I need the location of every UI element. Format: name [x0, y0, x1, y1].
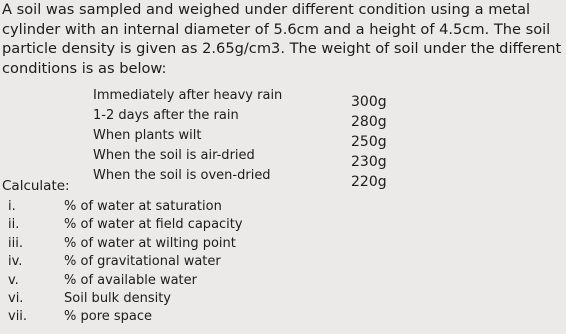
- problem-statement: A soil was sampled and weighed under different condition using a metal cylinder with an internal diameter of 5.6cm and a height of 4.5cm. The soil particle density is given as 2.65g/cm3. The weight of soil under the different conditions is as below:: [2, 1, 562, 77]
- item-text: Soil bulk density: [64, 290, 171, 306]
- item-number: v.: [8, 272, 19, 288]
- item-text: % of available water: [64, 272, 197, 288]
- condition-label: When plants wilt: [93, 128, 202, 143]
- item-text: % of gravitational water: [64, 254, 221, 270]
- condition-label: When the soil is air-dried: [93, 148, 255, 163]
- item-number: vi.: [8, 290, 24, 306]
- condition-label: Immediately after heavy rain: [93, 88, 283, 103]
- item-number: ii.: [8, 217, 20, 233]
- item-number: i.: [8, 199, 16, 214]
- item-number: vii.: [8, 309, 28, 325]
- condition-label: 1-2 days after the rain: [93, 108, 239, 123]
- item-text: % of water at saturation: [64, 199, 222, 214]
- condition-weight: 230g: [351, 154, 387, 170]
- condition-label: When the soil is oven-dried: [93, 168, 271, 183]
- item-text: % of water at field capacity: [64, 217, 243, 233]
- condition-weight: 300g: [351, 94, 387, 110]
- item-number: iv.: [8, 254, 23, 270]
- item-number: iii.: [8, 235, 23, 251]
- condition-weight: 280g: [351, 114, 387, 130]
- item-text: % pore space: [64, 309, 153, 325]
- condition-weight: 250g: [351, 134, 387, 150]
- item-text: % of water at wilting point: [64, 235, 236, 251]
- condition-weight: 220g: [351, 174, 387, 190]
- calculate-heading: Calculate:: [2, 178, 70, 194]
